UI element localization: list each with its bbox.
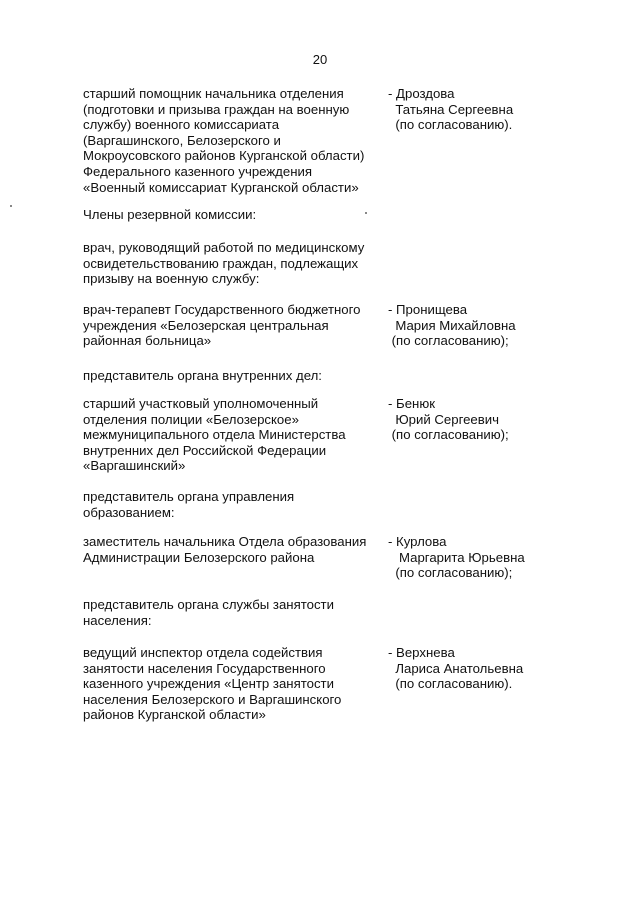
member-position — [83, 368, 388, 384]
position-line: представитель органа управления — [83, 489, 295, 504]
position-line: Мокроусовского районов Курганской области) — [83, 148, 365, 164]
name-line: Юрий Сергеевич — [388, 411, 500, 427]
position-line: старший участковый уполномоченный — [83, 396, 319, 411]
position-line: врач-терапевт Государственного бюджетного — [83, 302, 361, 317]
name-line: (по согласованию). — [388, 117, 513, 133]
position-line: «Военный комиссариат Курганской области» — [83, 179, 359, 195]
position-line: занятости населения Государственного — [83, 660, 326, 676]
member-position — [83, 396, 388, 474]
position-line: (подготовки и призыва граждан на военную — [83, 101, 350, 117]
name-line: Маргарита Юрьевна — [388, 549, 525, 565]
position-line: (Варгашинского, Белозерского и — [83, 132, 281, 148]
position-line: Администрации Белозерского района — [83, 549, 315, 565]
position-line: Члены резервной комиссии: — [83, 207, 257, 222]
position-line: образованием: — [83, 504, 175, 520]
position-line: районов Курганской области» — [83, 707, 266, 723]
position-line: врач, руководящий работой по медицинскому — [83, 240, 365, 255]
member-name — [388, 396, 608, 443]
member-position — [83, 645, 388, 723]
position-line: казенного учреждения «Центр занятости — [83, 676, 334, 692]
name-line: (по согласованию). — [388, 676, 513, 692]
position-line: «Варгашинский» — [83, 458, 186, 474]
name-line: - Пронищева — [388, 302, 468, 317]
name-line: - Бенюк — [388, 396, 435, 411]
member-position — [83, 597, 388, 628]
name-line: - Курлова — [388, 534, 447, 549]
member-position — [83, 489, 388, 520]
name-line: Татьяна Сергеевна — [388, 101, 514, 117]
position-line: внутренних дел Российской Федерации — [83, 442, 327, 458]
position-line: районная больница» — [83, 333, 212, 349]
member-position — [83, 534, 388, 565]
member-name — [388, 302, 608, 349]
member-name — [388, 534, 608, 581]
member-position — [83, 207, 388, 223]
position-line: призыву на военную службу: — [83, 271, 260, 287]
member-name — [388, 645, 608, 692]
member-position — [83, 240, 388, 287]
position-line: службу) военного комиссариата — [83, 117, 280, 133]
position-line: населения: — [83, 612, 152, 628]
position-line: представитель органа внутренних дел: — [83, 368, 322, 383]
position-line: учреждения «Белозерская центральная — [83, 317, 329, 333]
member-name — [388, 86, 608, 133]
name-line: Мария Михайловна — [388, 317, 516, 333]
position-line: старший помощник начальника отделения — [83, 86, 344, 101]
name-line: - Дроздова — [388, 86, 455, 101]
name-line: Лариса Анатольевна — [388, 660, 524, 676]
position-line: межмуниципального отдела Министерства — [83, 427, 346, 443]
name-line: (по согласованию); — [388, 333, 509, 349]
name-line: - Верхнева — [388, 645, 455, 660]
position-line: отделения полиции «Белозерское» — [83, 411, 299, 427]
position-line: населения Белозерского и Варгашинского — [83, 691, 342, 707]
position-line: Федерального казенного учреждения — [83, 163, 312, 179]
name-line: (по согласованию); — [388, 427, 509, 443]
position-line: освидетельствованию граждан, подлежащих — [83, 255, 359, 271]
page-number: 20 — [312, 52, 328, 67]
name-line: (по согласованию); — [388, 565, 513, 581]
position-line: ведущий инспектор отдела содействия — [83, 645, 323, 660]
member-position — [83, 302, 388, 349]
scan-speck — [365, 212, 367, 214]
position-line: заместитель начальника Отдела образования — [83, 534, 367, 549]
scan-speck — [10, 205, 12, 207]
position-line: представитель органа службы занятости — [83, 597, 334, 612]
member-position — [83, 86, 388, 195]
